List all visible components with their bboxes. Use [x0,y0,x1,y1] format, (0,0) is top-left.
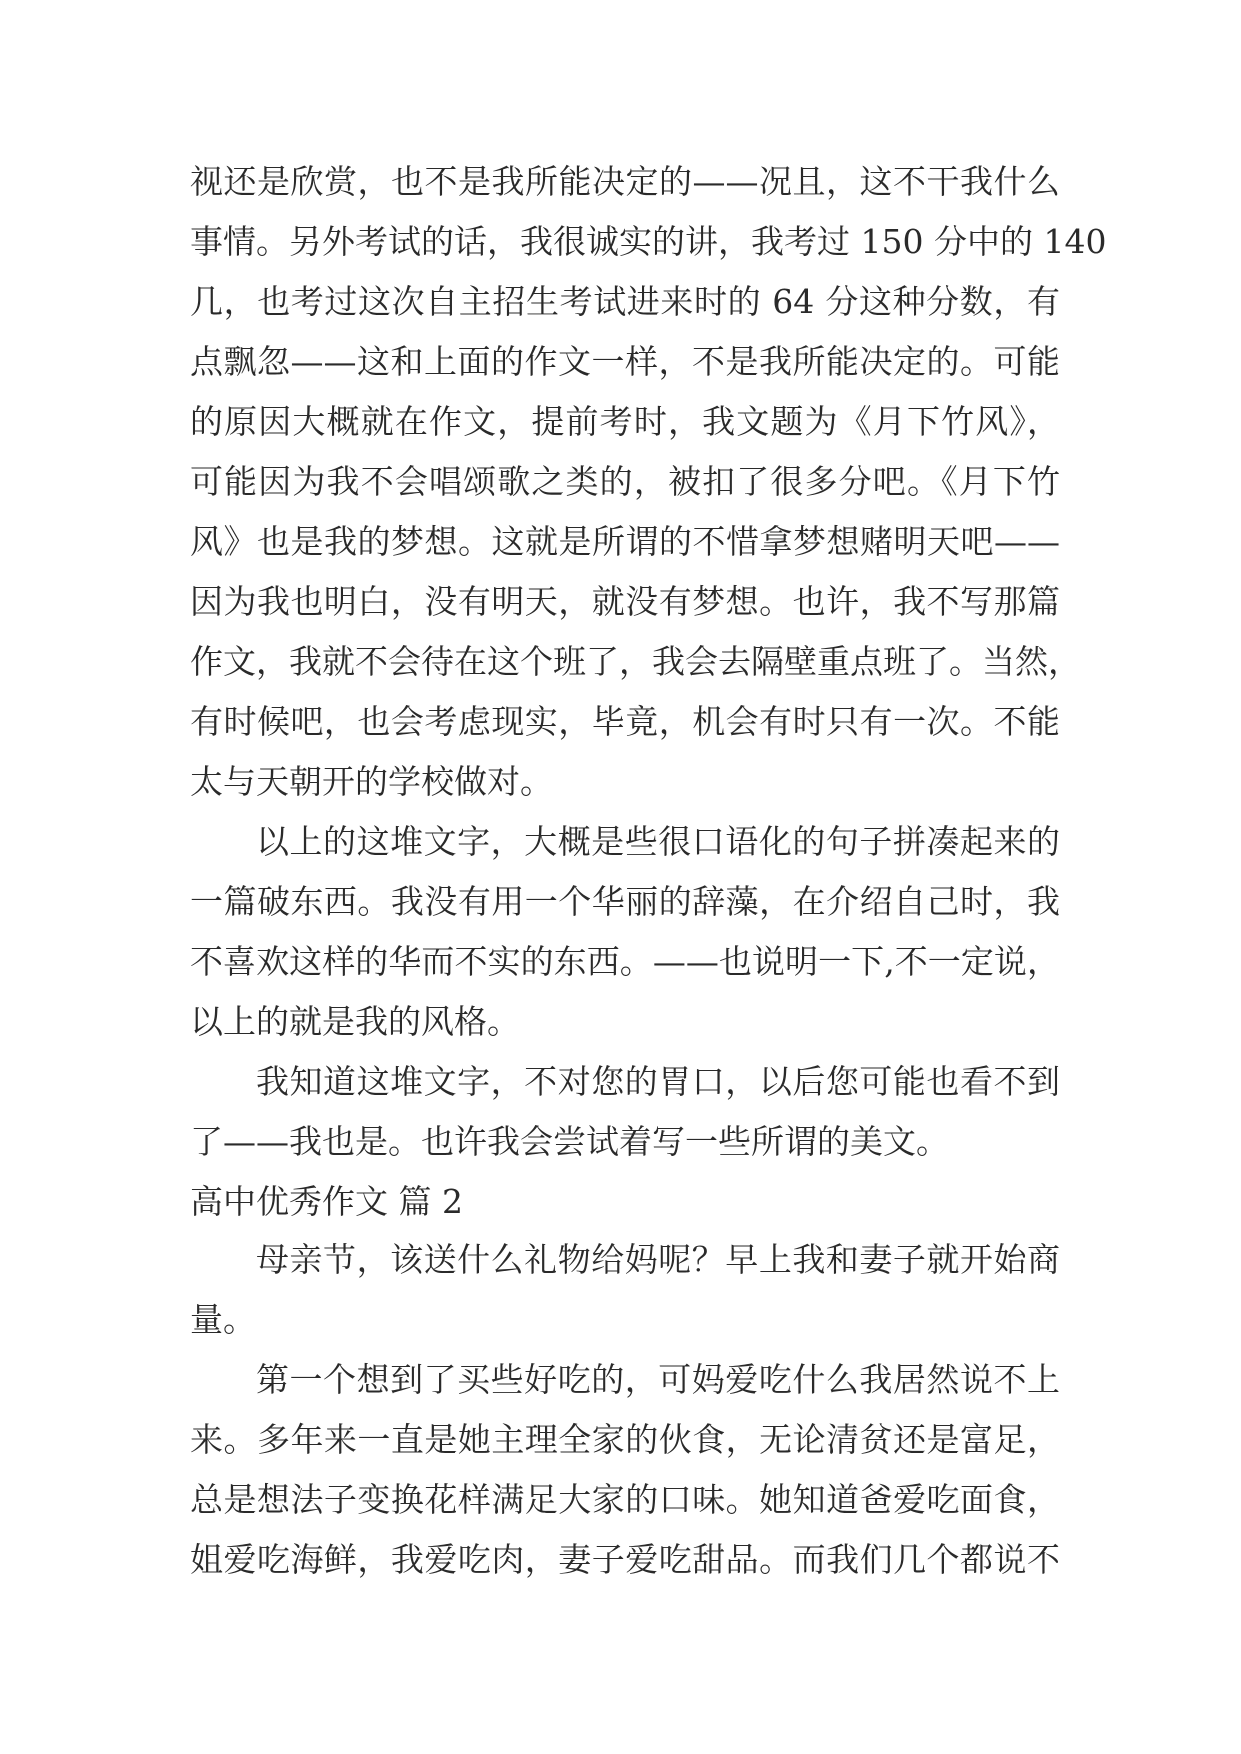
text-line: 量。 [190,1300,256,1339]
text-line: 姐爱吃海鲜，我爱吃肉，妻子爱吃甜品。而我们几个都说不 [190,1540,1060,1579]
text-line: 作文，我就不会待在这个班了，我会去隔壁重点班了。当然， [190,642,1081,681]
text-line: 风》也是我的梦想。这就是所谓的不惜拿梦想赌明天吧—— [190,522,1060,561]
text-line: 我知道这堆文字，不对您的胃口，以后您可能也看不到 [256,1062,1060,1101]
text-line: 因为我也明白，没有明天，就没有梦想。也许，我不写那篇 [190,582,1060,621]
text-line: 几，也考过这次自主招生考试进来时的 64 分这种分数，有 [190,282,1060,321]
text-line: 第一个想到了买些好吃的，可妈爱吃什么我居然说不上 [256,1360,1060,1399]
text-line: 太与天朝开的学校做对。 [190,762,553,801]
text-line: 的原因大概就在作文，提前考时，我文题为《月下竹风》， [190,402,1060,441]
text-line: 以上的这堆文字，大概是些很口语化的句子拼凑起来的 [256,822,1060,861]
text-line: 视还是欣赏，也不是我所能决定的——况且，这不干我什么 [190,162,1060,201]
text-line: 有时候吧，也会考虑现实，毕竟，机会有时只有一次。不能 [190,702,1060,741]
text-line: 不喜欢这样的华而不实的东西。——也说明一下,不一定说， [190,942,1060,981]
text-line: 以上的就是我的风格。 [190,1002,520,1041]
text-line: 总是想法子变换花样满足大家的口味。她知道爸爱吃面食， [190,1480,1060,1519]
section-heading: 高中优秀作文 篇 2 [190,1182,463,1221]
text-line: 事情。另外考试的话，我很诚实的讲，我考过 150 分中的 140 [190,222,1107,261]
document-body [190,152,1107,1590]
text-line: 可能因为我不会唱颂歌之类的，被扣了很多分吧。《月下竹 [190,462,1060,501]
text-line: 点飘忽——这和上面的作文一样，不是我所能决定的。可能 [190,342,1060,381]
text-line: 母亲节，该送什么礼物给妈呢？早上我和妻子就开始商 [256,1240,1060,1279]
text-line: 一篇破东西。我没有用一个华丽的辞藻，在介绍自己时，我 [190,882,1060,921]
text-line: 了——我也是。也许我会尝试着写一些所谓的美文。 [190,1122,949,1161]
text-line: 来。多年来一直是她主理全家的伙食，无论清贫还是富足， [190,1420,1060,1459]
